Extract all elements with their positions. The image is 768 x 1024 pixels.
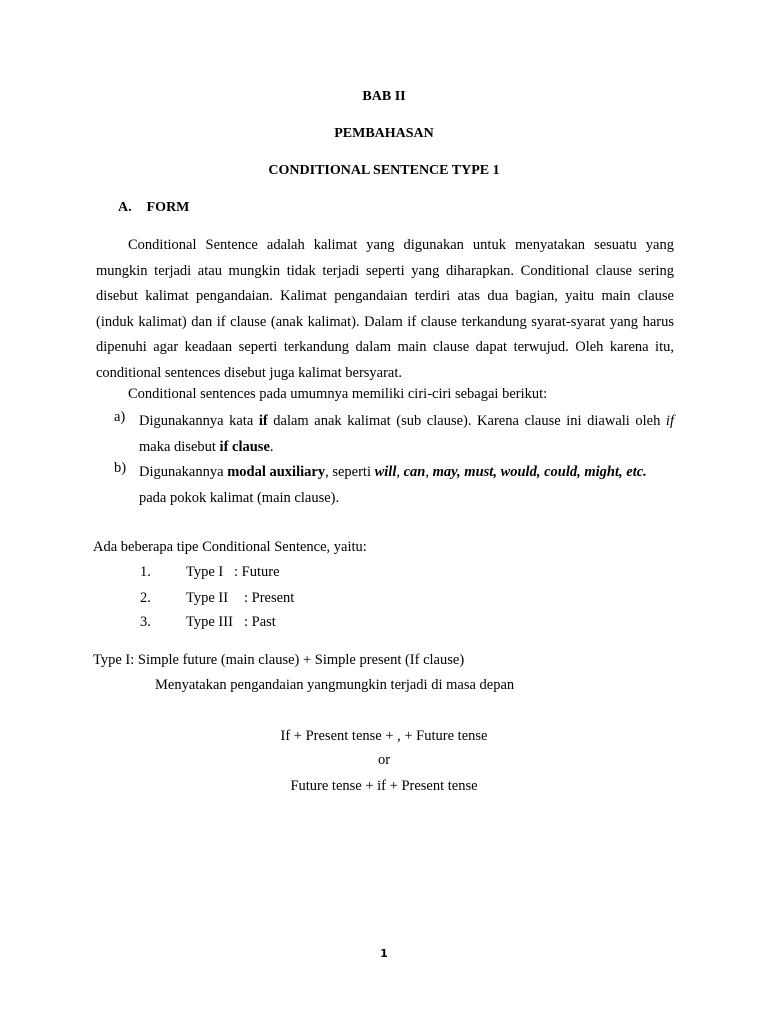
type-description: : Future bbox=[234, 564, 280, 580]
keyword-if: if bbox=[258, 413, 268, 429]
list-marker: b) bbox=[114, 460, 127, 476]
keyword-modal-auxiliary: modal auxiliary bbox=[227, 464, 326, 480]
subsection-heading bbox=[118, 200, 189, 216]
modal-can: can bbox=[403, 464, 426, 480]
type1-meaning: Menyatakan pengandaian yangmungkin terjadi di masa depan bbox=[155, 677, 515, 693]
list-item-body: Digunakannya modal auxiliary, seperti will, can, may, must, would, could, might, etc. pada pokok kalimat (main clause). bbox=[139, 464, 647, 506]
type-description: : Past bbox=[244, 614, 276, 630]
list-item-a bbox=[114, 409, 674, 460]
list-item-body: Digunakannya kata if dalam anak kalimat (sub clause). Karena clause ini diawali oleh if maka disebut if clause. bbox=[139, 413, 674, 455]
list-item-b bbox=[114, 460, 674, 511]
type-number: 2. bbox=[140, 590, 151, 606]
formula-or: or bbox=[377, 752, 391, 768]
keyword-if-clause: if clause bbox=[219, 438, 270, 455]
type-number: 3. bbox=[140, 614, 151, 630]
type-name: Type I bbox=[186, 564, 224, 580]
modal-list: may, must, would, could, might, etc. bbox=[432, 464, 647, 480]
type-name: Type III bbox=[186, 614, 233, 630]
type1-definition: Type I: Simple future (main clause) + Simple present (If clause) bbox=[93, 652, 465, 668]
keyword-if-italic: if bbox=[665, 413, 674, 429]
section-heading: PEMBAHASAN bbox=[334, 126, 434, 141]
modal-will: will bbox=[374, 464, 397, 480]
types-intro: Ada beberapa tipe Conditional Sentence, yaitu: bbox=[93, 539, 367, 555]
paragraph-definition: Conditional Sentence adalah kalimat yang digunakan untuk menyatakan sesuatu yang mungkin terjadi atau mungkin tidak terjadi seperti yang diharapkan. Conditional clause sering disebut kalimat pengandaian. Kalimat pengandaian terdiri atas dua bagian, yaitu main clause (induk kalimat) dan if clause (anak kalimat). Dalam if clause terkandung syarat-syarat yang harus dipenuhi agar keadaan seperti terkandung dalam main clause dapat terwujud. Oleh karena itu, conditional sentences disebut juga kalimat bersyarat. bbox=[96, 237, 674, 381]
document-title: CONDITIONAL SENTENCE TYPE 1 bbox=[268, 163, 500, 178]
type-name: Type II bbox=[186, 590, 229, 606]
list-marker: a) bbox=[114, 409, 126, 425]
chapter-heading: BAB II bbox=[362, 89, 406, 104]
type-number: 1. bbox=[140, 564, 151, 580]
formula-alternative: Future tense + if + Present tense bbox=[290, 778, 478, 794]
formula-primary: If + Present tense + , + Future tense bbox=[280, 728, 488, 744]
type-description: : Present bbox=[244, 590, 295, 606]
subsection-label: FORM bbox=[146, 200, 190, 215]
page-number: 1 bbox=[380, 947, 388, 960]
paragraph-characteristics-intro: Conditional sentences pada umumnya memiliki ciri-ciri sebagai berikut: bbox=[128, 386, 548, 402]
subsection-letter: A. bbox=[118, 200, 132, 215]
